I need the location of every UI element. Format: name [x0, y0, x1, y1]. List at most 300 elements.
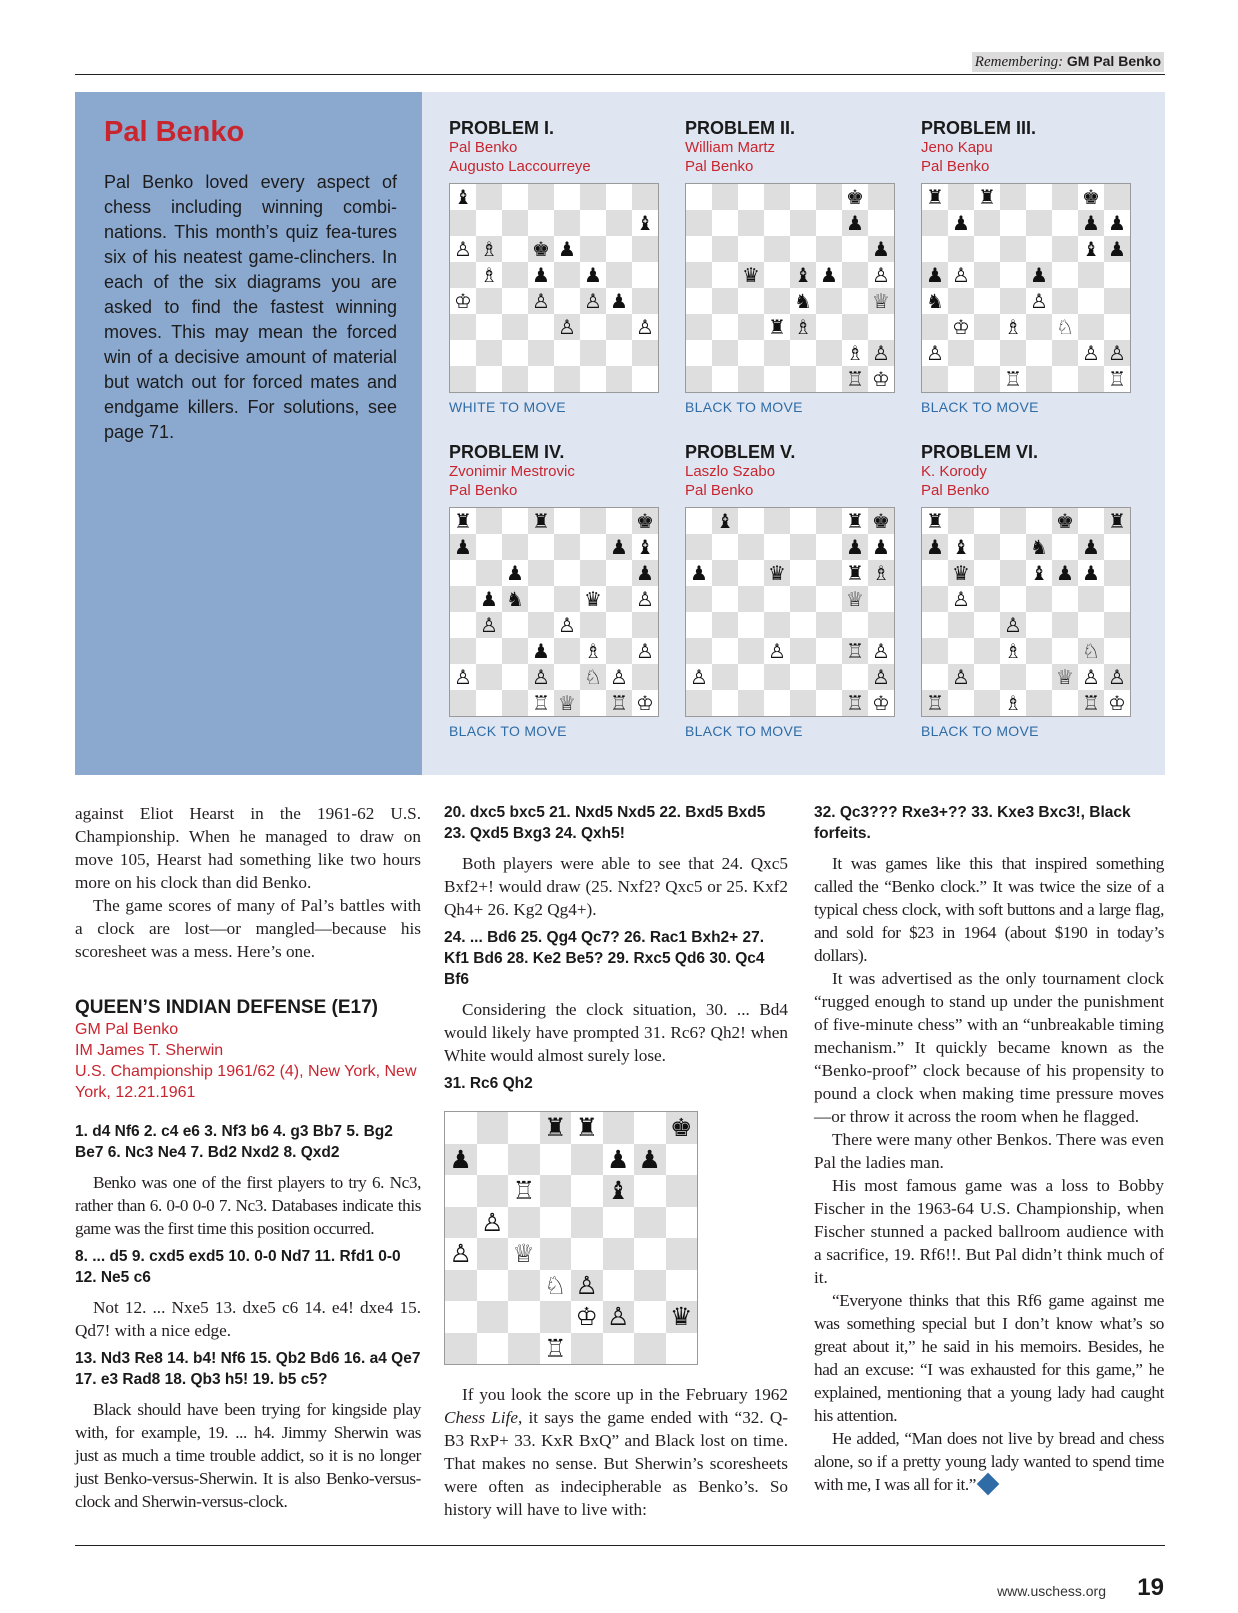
- board-square: [477, 1144, 509, 1176]
- board-square: [632, 586, 658, 612]
- board-square: [1078, 340, 1104, 366]
- problem-player: Pal Benko: [921, 482, 990, 499]
- problem-player: Augusto Laccourreye: [449, 158, 591, 175]
- board-square: [666, 1333, 698, 1365]
- board-square: [476, 690, 502, 716]
- board-square: [816, 612, 842, 638]
- problem-player: Zvonimir Mestrovic: [449, 463, 575, 480]
- board-square: [712, 236, 738, 262]
- game-title: QUEEN’S INDIAN DEFENSE (E17): [75, 997, 378, 1018]
- black-pawn-icon: ♟: [454, 535, 472, 559]
- board-square: [1000, 340, 1026, 366]
- problem-to-move: BLACK TO MOVE: [449, 723, 567, 739]
- white-knight-icon: ♘: [584, 665, 602, 689]
- black-rook-icon: ♜: [532, 509, 550, 533]
- white-pawn-icon: ♙: [690, 665, 708, 689]
- column-3: [814, 802, 1164, 1499]
- board-square: [1078, 366, 1104, 392]
- white-pawn-icon: ♙: [454, 665, 472, 689]
- board-square: [632, 690, 658, 716]
- board-square: [790, 638, 816, 664]
- white-pawn-icon: ♙: [480, 613, 498, 637]
- board-square: [1052, 210, 1078, 236]
- board-square: [974, 340, 1000, 366]
- board-square: [842, 560, 868, 586]
- chess-diagram-game: [444, 1111, 698, 1365]
- running-header: [972, 52, 1164, 72]
- board-square: [476, 366, 502, 392]
- white-pawn-icon: ♙: [952, 665, 970, 689]
- white-pawn-icon: ♙: [558, 315, 576, 339]
- board-square: [580, 366, 606, 392]
- magazine-title: Chess Life: [444, 1408, 518, 1427]
- black-pawn-icon: ♟: [1030, 263, 1048, 287]
- board-square: [1026, 586, 1052, 612]
- black-queen-icon: ♛: [670, 1302, 693, 1332]
- board-square: [974, 612, 1000, 638]
- board-square: [450, 638, 476, 664]
- board-square: [554, 184, 580, 210]
- board-square: [738, 560, 764, 586]
- white-bishop-icon: ♗: [1004, 315, 1022, 339]
- board-square: [450, 262, 476, 288]
- board-square: [450, 314, 476, 340]
- white-knight-icon: ♘: [544, 1270, 567, 1300]
- problem-5: [685, 442, 900, 739]
- board-square: [502, 690, 528, 716]
- board-square: [634, 1144, 666, 1176]
- board-square: [922, 262, 948, 288]
- chess-diagram: [685, 183, 895, 393]
- board-square: [1104, 534, 1130, 560]
- board-square: [476, 184, 502, 210]
- board-square: [712, 664, 738, 690]
- board-square: [790, 586, 816, 612]
- board-square: [632, 638, 658, 664]
- board-square: [554, 288, 580, 314]
- board-square: [502, 664, 528, 690]
- board-square: [580, 508, 606, 534]
- board-square: [868, 560, 894, 586]
- board-square: [528, 638, 554, 664]
- black-king-icon: ♚: [670, 1113, 693, 1143]
- board-square: [528, 366, 554, 392]
- problem-player: William Martz: [685, 139, 775, 156]
- board-square: [540, 1175, 572, 1207]
- board-square: [606, 236, 632, 262]
- problem-title: PROBLEM I.: [449, 118, 555, 138]
- board-square: [606, 184, 632, 210]
- board-square: [922, 236, 948, 262]
- white-queen-icon: ♕: [1056, 665, 1074, 689]
- problem-player: Pal Benko: [449, 139, 518, 156]
- black-rook-icon: ♜: [978, 185, 996, 209]
- board-square: [764, 508, 790, 534]
- board-square: [540, 1238, 572, 1270]
- board-square: [508, 1270, 540, 1302]
- problem-title: PROBLEM III.: [921, 118, 1037, 138]
- board-square: [571, 1270, 603, 1302]
- board-square: [580, 236, 606, 262]
- board-square: [1000, 210, 1026, 236]
- black-pawn-icon: ♟: [1056, 561, 1074, 585]
- board-square: [528, 534, 554, 560]
- body-paragraph: Considering the clock situation, 30. ... Bd4 would likely have prompted 31. Rc6? Qh2! when White would almost surely lose.: [444, 1000, 788, 1065]
- board-square: [738, 288, 764, 314]
- text-run: , it says the game ended with “32. Q-B3 RxP+ 33. KxR BxQ” and Black lost on time. That makes no sense. But Sherwin’s scoresheets were often as indecipherable as Benko’s. So history will have to live with:: [444, 1408, 788, 1519]
- board-square: [738, 210, 764, 236]
- board-square: [603, 1301, 635, 1333]
- board-square: [764, 184, 790, 210]
- board-square: [1000, 534, 1026, 560]
- board-square: [764, 288, 790, 314]
- black-pawn-icon: ♟: [1108, 237, 1126, 261]
- board-square: [1052, 534, 1078, 560]
- board-square: [508, 1301, 540, 1333]
- black-pawn-icon: ♟: [690, 561, 708, 585]
- board-square: [764, 586, 790, 612]
- header-subject: GM Pal Benko: [1066, 53, 1161, 69]
- board-square: [712, 366, 738, 392]
- white-rook-icon: ♖: [1004, 367, 1022, 391]
- board-square: [666, 1144, 698, 1176]
- black-rook-icon: ♜: [846, 561, 864, 585]
- board-square: [634, 1238, 666, 1270]
- board-square: [1052, 366, 1078, 392]
- black-rook-icon: ♜: [454, 509, 472, 533]
- body-paragraph: Benko was one of the first players to try 6. Nc3, rather than 6. 0-0 0-0 7. Nc3. Databases indicate this game was the first time this position occurred.: [75, 1173, 421, 1238]
- black-bishop-icon: ♝: [636, 211, 654, 235]
- white-rook-icon: ♖: [846, 639, 864, 663]
- black-rook-icon: ♜: [926, 509, 944, 533]
- board-square: [528, 690, 554, 716]
- board-square: [528, 236, 554, 262]
- board-square: [508, 1144, 540, 1176]
- board-square: [1078, 612, 1104, 638]
- board-square: [922, 638, 948, 664]
- board-square: [1078, 586, 1104, 612]
- board-square: [974, 664, 1000, 690]
- board-square: [1104, 288, 1130, 314]
- black-pawn-icon: ♟: [638, 1144, 661, 1174]
- board-square: [450, 236, 476, 262]
- board-square: [686, 288, 712, 314]
- board-square: [1000, 184, 1026, 210]
- board-square: [948, 534, 974, 560]
- board-square: [738, 340, 764, 366]
- intro-box: [75, 92, 422, 775]
- board-square: [1104, 340, 1130, 366]
- white-pawn-icon: ♙: [449, 1239, 472, 1269]
- board-square: [606, 638, 632, 664]
- board-square: [476, 612, 502, 638]
- problem-player: K. Korody: [921, 463, 987, 480]
- intro-title: Pal Benko: [104, 116, 245, 148]
- board-square: [790, 210, 816, 236]
- board-square: [603, 1144, 635, 1176]
- board-square: [554, 210, 580, 236]
- board-square: [477, 1238, 509, 1270]
- board-square: [948, 612, 974, 638]
- board-square: [764, 262, 790, 288]
- white-pawn-icon: ♙: [575, 1270, 598, 1300]
- white-rook-icon: ♖: [1082, 691, 1100, 715]
- board-square: [528, 210, 554, 236]
- board-square: [502, 340, 528, 366]
- board-square: [790, 508, 816, 534]
- board-square: [686, 184, 712, 210]
- board-square: [868, 638, 894, 664]
- chess-diagram: [449, 507, 659, 717]
- board-square: [1000, 262, 1026, 288]
- board-square: [948, 638, 974, 664]
- board-square: [634, 1333, 666, 1365]
- board-square: [948, 262, 974, 288]
- board-square: [1052, 508, 1078, 534]
- board-square: [686, 586, 712, 612]
- board-square: [606, 508, 632, 534]
- board-square: [1000, 288, 1026, 314]
- board-square: [922, 210, 948, 236]
- board-square: [974, 210, 1000, 236]
- white-pawn-icon: ♙: [584, 289, 602, 313]
- board-square: [540, 1301, 572, 1333]
- board-square: [842, 184, 868, 210]
- board-square: [1078, 638, 1104, 664]
- board-square: [580, 288, 606, 314]
- board-square: [580, 534, 606, 560]
- board-square: [712, 534, 738, 560]
- problem-6: [921, 442, 1136, 739]
- body-paragraph: Not 12. ... Nxe5 13. dxe5 c6 14. e4! dxe4 15. Qd7! with a nice edge.: [75, 1298, 421, 1340]
- board-square: [816, 340, 842, 366]
- board-square: [502, 210, 528, 236]
- board-square: [842, 288, 868, 314]
- black-rook-icon: ♜: [846, 509, 864, 533]
- board-square: [580, 210, 606, 236]
- board-square: [1104, 262, 1130, 288]
- body-paragraph: [814, 1427, 1164, 1499]
- board-square: [764, 664, 790, 690]
- board-square: [603, 1175, 635, 1207]
- board-square: [712, 184, 738, 210]
- board-square: [1104, 586, 1130, 612]
- board-square: [666, 1207, 698, 1239]
- board-square: [764, 560, 790, 586]
- board-square: [686, 534, 712, 560]
- board-square: [1104, 560, 1130, 586]
- board-square: [738, 586, 764, 612]
- board-square: [571, 1144, 603, 1176]
- board-square: [508, 1238, 540, 1270]
- board-square: [554, 236, 580, 262]
- board-square: [1000, 366, 1026, 392]
- board-square: [476, 534, 502, 560]
- board-square: [1078, 508, 1104, 534]
- end-mark-icon: ↑: [977, 1473, 1000, 1496]
- board-square: [1000, 508, 1026, 534]
- board-square: [790, 340, 816, 366]
- board-square: [1078, 262, 1104, 288]
- board-square: [540, 1270, 572, 1302]
- board-square: [868, 340, 894, 366]
- board-square: [450, 534, 476, 560]
- board-square: [554, 638, 580, 664]
- game-moves: 8. ... d5 9. cxd5 exd5 10. 0-0 Nd7 11. Rfd1 0-0 12. Ne5 c6: [75, 1248, 401, 1286]
- board-square: [632, 314, 658, 340]
- problem-to-move: BLACK TO MOVE: [921, 723, 1039, 739]
- board-square: [1078, 288, 1104, 314]
- white-pawn-icon: ♙: [1108, 341, 1126, 365]
- board-square: [476, 638, 502, 664]
- board-square: [712, 586, 738, 612]
- board-square: [1026, 288, 1052, 314]
- board-square: [632, 236, 658, 262]
- board-square: [1000, 638, 1026, 664]
- board-square: [580, 184, 606, 210]
- board-square: [632, 184, 658, 210]
- white-rook-icon: ♖: [1108, 367, 1126, 391]
- board-square: [868, 210, 894, 236]
- board-square: [948, 288, 974, 314]
- board-square: [764, 314, 790, 340]
- board-square: [790, 534, 816, 560]
- board-square: [686, 560, 712, 586]
- board-square: [580, 340, 606, 366]
- board-square: [554, 690, 580, 716]
- black-pawn-icon: ♟: [872, 535, 890, 559]
- board-square: [606, 586, 632, 612]
- black-bishop-icon: ♝: [454, 185, 472, 209]
- board-square: [540, 1333, 572, 1365]
- board-square: [1078, 184, 1104, 210]
- problem-player: Pal Benko: [685, 158, 754, 175]
- board-square: [528, 508, 554, 534]
- board-square: [1052, 262, 1078, 288]
- board-square: [476, 288, 502, 314]
- board-square: [712, 560, 738, 586]
- board-square: [790, 664, 816, 690]
- board-square: [816, 690, 842, 716]
- board-square: [738, 262, 764, 288]
- board-square: [948, 690, 974, 716]
- black-bishop-icon: ♝: [1082, 237, 1100, 261]
- white-king-icon: ♔: [872, 367, 890, 391]
- board-square: [816, 586, 842, 612]
- white-pawn-icon: ♙: [636, 639, 654, 663]
- body-paragraph: It was games like this that inspired something called the “Benko clock.” It was twice the size of a typical chess clock, with soft buttons and a large flag, and sold for $23 in 1964 (about $190 in today’s dollars).: [814, 854, 1164, 965]
- board-square: [790, 612, 816, 638]
- board-square: [554, 366, 580, 392]
- black-rook-icon: ♜: [768, 315, 786, 339]
- white-rook-icon: ♖: [926, 691, 944, 715]
- board-square: [974, 236, 1000, 262]
- board-square: [816, 184, 842, 210]
- board-square: [1104, 612, 1130, 638]
- game-moves: 20. dxc5 bxc5 21. Nxd5 Nxd5 22. Bxd5 Bxd5 23. Qxd5 Bxg3 24. Qxh5!: [444, 804, 766, 842]
- board-square: [450, 366, 476, 392]
- board-square: [842, 340, 868, 366]
- board-square: [686, 690, 712, 716]
- board-square: [1052, 184, 1078, 210]
- white-pawn-icon: ♙: [558, 613, 576, 637]
- board-square: [1026, 690, 1052, 716]
- board-square: [816, 288, 842, 314]
- board-square: [686, 340, 712, 366]
- board-square: [868, 586, 894, 612]
- board-square: [528, 340, 554, 366]
- board-square: [1000, 314, 1026, 340]
- black-queen-icon: ♛: [584, 587, 602, 611]
- board-square: [686, 210, 712, 236]
- board-square: [922, 612, 948, 638]
- board-square: [445, 1333, 477, 1365]
- board-square: [445, 1175, 477, 1207]
- bottom-rule: [75, 1545, 1165, 1546]
- board-square: [948, 366, 974, 392]
- white-pawn-icon: ♙: [872, 665, 890, 689]
- board-square: [666, 1238, 698, 1270]
- board-square: [816, 366, 842, 392]
- board-square: [580, 586, 606, 612]
- board-square: [842, 366, 868, 392]
- white-pawn-icon: ♙: [872, 263, 890, 287]
- board-square: [764, 366, 790, 392]
- board-square: [450, 690, 476, 716]
- board-square: [1052, 612, 1078, 638]
- column-2: [444, 802, 788, 1521]
- board-square: [686, 508, 712, 534]
- black-bishop-icon: ♝: [607, 1176, 630, 1206]
- board-square: [1104, 366, 1130, 392]
- board-square: [1052, 314, 1078, 340]
- board-square: [1000, 664, 1026, 690]
- board-square: [686, 262, 712, 288]
- board-square: [554, 508, 580, 534]
- board-square: [571, 1112, 603, 1144]
- board-square: [580, 612, 606, 638]
- board-square: [842, 664, 868, 690]
- board-square: [922, 560, 948, 586]
- board-square: [666, 1301, 698, 1333]
- board-square: [948, 586, 974, 612]
- board-square: [554, 314, 580, 340]
- board-square: [922, 690, 948, 716]
- board-square: [502, 184, 528, 210]
- board-square: [764, 690, 790, 716]
- board-square: [528, 314, 554, 340]
- problem-to-move: BLACK TO MOVE: [685, 399, 803, 415]
- black-pawn-icon: ♟: [607, 1144, 630, 1174]
- board-square: [974, 288, 1000, 314]
- white-bishop-icon: ♗: [1004, 639, 1022, 663]
- board-square: [816, 560, 842, 586]
- board-square: [1026, 560, 1052, 586]
- problem-title: PROBLEM VI.: [921, 442, 1039, 462]
- header-prefix: Remembering:: [974, 54, 1064, 70]
- board-square: [606, 690, 632, 716]
- top-rule: [75, 74, 1165, 75]
- white-bishop-icon: ♗: [872, 561, 890, 585]
- white-pawn-icon: ♙: [1108, 665, 1126, 689]
- problem-player: Pal Benko: [921, 158, 990, 175]
- white-rook-icon: ♖: [610, 691, 628, 715]
- board-square: [764, 210, 790, 236]
- board-square: [1104, 508, 1130, 534]
- board-square: [1078, 664, 1104, 690]
- board-square: [686, 314, 712, 340]
- board-square: [554, 262, 580, 288]
